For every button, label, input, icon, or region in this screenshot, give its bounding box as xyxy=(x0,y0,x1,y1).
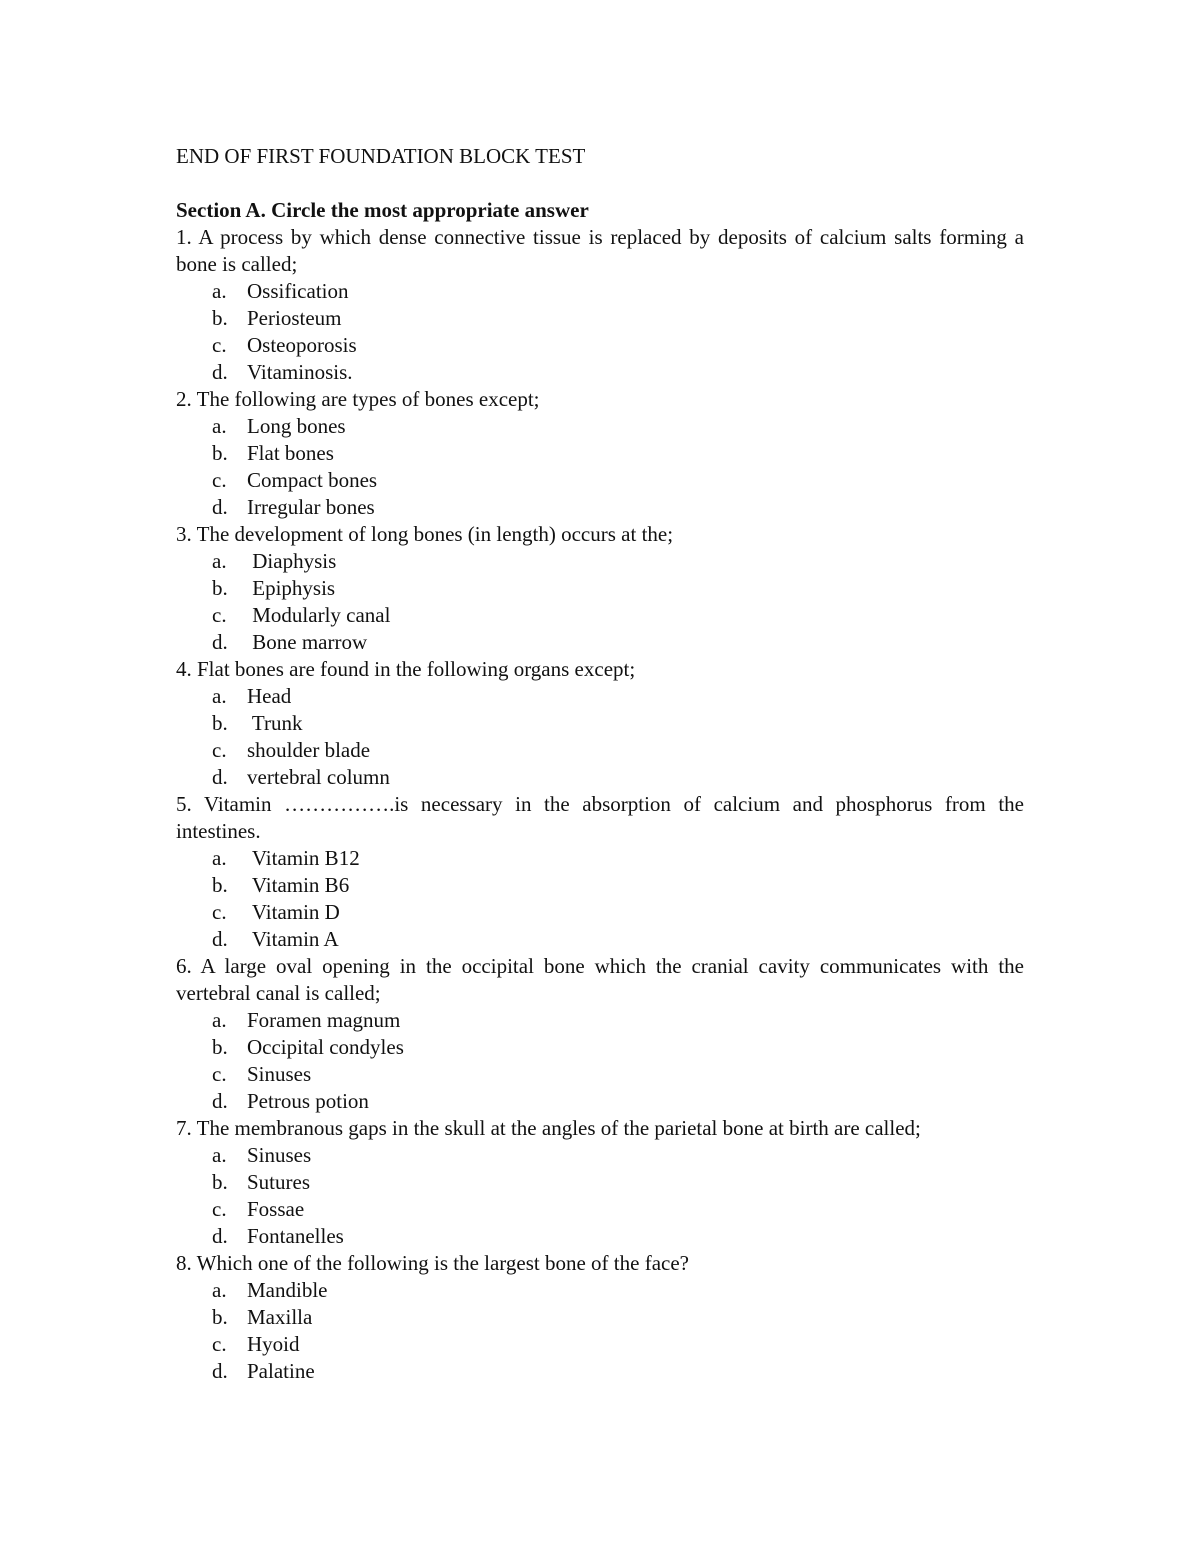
answer-option[interactable] xyxy=(176,467,1024,494)
option-letter: a. xyxy=(212,549,227,573)
question-text: 2. The following are types of bones except; xyxy=(176,387,540,411)
option-list xyxy=(176,1142,1024,1250)
option-letter: a. xyxy=(212,1008,227,1032)
answer-option[interactable] xyxy=(176,1034,1024,1061)
option-list xyxy=(176,548,1024,656)
section-heading: Section A. Circle the most appropriate answer xyxy=(176,198,589,222)
question-2 xyxy=(176,386,1024,521)
answer-option[interactable] xyxy=(176,872,1024,899)
option-letter: a. xyxy=(212,846,227,870)
answer-option[interactable] xyxy=(176,440,1024,467)
answer-option[interactable] xyxy=(176,764,1024,791)
answer-option[interactable] xyxy=(176,710,1024,737)
option-letter: a. xyxy=(212,414,227,438)
question-4 xyxy=(176,656,1024,791)
answer-option[interactable] xyxy=(176,683,1024,710)
option-text: Maxilla xyxy=(247,1305,313,1329)
question-text: 8. Which one of the following is the largest bone of the face? xyxy=(176,1251,689,1275)
option-letter: c. xyxy=(212,333,227,357)
option-letter: d. xyxy=(212,360,228,384)
question-text: 1. A process by which dense connective tissue is replaced by deposits of calcium salts forming a bone is called; xyxy=(176,225,1024,276)
option-letter: d. xyxy=(212,1359,228,1383)
question-text: 6. A large oval opening in the occipital bone which the cranial cavity communicates with the vertebral canal is called; xyxy=(176,954,1024,1005)
option-list xyxy=(176,683,1024,791)
answer-option[interactable] xyxy=(176,278,1024,305)
answer-option[interactable] xyxy=(176,845,1024,872)
answer-option[interactable] xyxy=(176,737,1024,764)
question-5 xyxy=(176,791,1024,953)
option-text: Hyoid xyxy=(247,1332,300,1356)
option-letter: c. xyxy=(212,468,227,492)
document-title: END OF FIRST FOUNDATION BLOCK TEST xyxy=(176,144,586,168)
option-text: Occipital condyles xyxy=(247,1035,404,1059)
option-text: vertebral column xyxy=(247,765,390,789)
option-text: Vitamin B12 xyxy=(247,846,360,870)
option-letter: d. xyxy=(212,630,228,654)
option-letter: b. xyxy=(212,1305,228,1329)
answer-option[interactable] xyxy=(176,494,1024,521)
option-letter: a. xyxy=(212,684,227,708)
answer-option[interactable] xyxy=(176,332,1024,359)
option-text: Mandible xyxy=(247,1278,328,1302)
question-text: 5. Vitamin …………….is necessary in the absorption of calcium and phosphorus from the intestines. xyxy=(176,792,1024,843)
option-text: Periosteum xyxy=(247,306,342,330)
answer-option[interactable] xyxy=(176,359,1024,386)
option-text: Sutures xyxy=(247,1170,310,1194)
option-letter: c. xyxy=(212,1062,227,1086)
option-letter: c. xyxy=(212,603,227,627)
option-letter: a. xyxy=(212,1278,227,1302)
option-letter: b. xyxy=(212,1035,228,1059)
option-text: Head xyxy=(247,684,292,708)
option-list xyxy=(176,413,1024,521)
option-letter: c. xyxy=(212,1332,227,1356)
answer-option[interactable] xyxy=(176,1223,1024,1250)
option-list xyxy=(176,1007,1024,1115)
option-letter: b. xyxy=(212,306,228,330)
option-letter: b. xyxy=(212,711,228,735)
option-letter: d. xyxy=(212,1224,228,1248)
option-text: Sinuses xyxy=(247,1062,312,1086)
answer-option[interactable] xyxy=(176,548,1024,575)
option-letter: b. xyxy=(212,576,228,600)
option-text: Irregular bones xyxy=(247,495,375,519)
answer-option[interactable] xyxy=(176,1196,1024,1223)
option-letter: a. xyxy=(212,1143,227,1167)
answer-option[interactable] xyxy=(176,1061,1024,1088)
question-1 xyxy=(176,224,1024,386)
option-text: Ossification xyxy=(247,279,349,303)
option-text: Vitamin D xyxy=(247,900,340,924)
option-list xyxy=(176,278,1024,386)
option-letter: b. xyxy=(212,1170,228,1194)
answer-option[interactable] xyxy=(176,1277,1024,1304)
option-text: Foramen magnum xyxy=(247,1008,401,1032)
answer-option[interactable] xyxy=(176,1007,1024,1034)
option-letter: d. xyxy=(212,927,228,951)
option-text: Vitamin A xyxy=(247,927,339,951)
option-text: Vitaminosis. xyxy=(247,360,353,384)
option-text: Fossae xyxy=(247,1197,305,1221)
option-list xyxy=(176,1277,1024,1385)
option-letter: c. xyxy=(212,1197,227,1221)
answer-option[interactable] xyxy=(176,575,1024,602)
option-text: Flat bones xyxy=(247,441,334,465)
question-list xyxy=(176,224,1024,1385)
option-text: shoulder blade xyxy=(247,738,371,762)
option-text: Sinuses xyxy=(247,1143,312,1167)
answer-option[interactable] xyxy=(176,602,1024,629)
question-3 xyxy=(176,521,1024,656)
option-letter: a. xyxy=(212,279,227,303)
option-letter: d. xyxy=(212,495,228,519)
option-list xyxy=(176,845,1024,953)
answer-option[interactable] xyxy=(176,899,1024,926)
document-page xyxy=(176,143,1024,1385)
answer-option[interactable] xyxy=(176,926,1024,953)
answer-option[interactable] xyxy=(176,1169,1024,1196)
option-letter: d. xyxy=(212,765,228,789)
answer-option[interactable] xyxy=(176,629,1024,656)
option-text: Modularly canal xyxy=(247,603,391,627)
question-text: 7. The membranous gaps in the skull at the angles of the parietal bone at birth are called; xyxy=(176,1116,921,1140)
option-text: Bone marrow xyxy=(247,630,368,654)
answer-option[interactable] xyxy=(176,1088,1024,1115)
option-text: Palatine xyxy=(247,1359,315,1383)
option-text: Vitamin B6 xyxy=(247,873,350,897)
option-letter: b. xyxy=(212,441,228,465)
option-text: Trunk xyxy=(247,711,303,735)
option-letter: d. xyxy=(212,1089,228,1113)
answer-option[interactable] xyxy=(176,1142,1024,1169)
option-text: Fontanelles xyxy=(247,1224,344,1248)
question-7 xyxy=(176,1115,1024,1250)
question-text: 4. Flat bones are found in the following organs except; xyxy=(176,657,636,681)
answer-option[interactable] xyxy=(176,305,1024,332)
blank-line xyxy=(176,170,1024,197)
option-text: Epiphysis xyxy=(247,576,336,600)
answer-option[interactable] xyxy=(176,1358,1024,1385)
answer-option[interactable] xyxy=(176,413,1024,440)
answer-option[interactable] xyxy=(176,1331,1024,1358)
option-letter: b. xyxy=(212,873,228,897)
question-8 xyxy=(176,1250,1024,1385)
question-text: 3. The development of long bones (in length) occurs at the; xyxy=(176,522,674,546)
option-letter: c. xyxy=(212,900,227,924)
answer-option[interactable] xyxy=(176,1304,1024,1331)
option-text: Osteoporosis xyxy=(247,333,357,357)
option-letter: c. xyxy=(212,738,227,762)
option-text: Compact bones xyxy=(247,468,378,492)
option-text: Long bones xyxy=(247,414,346,438)
question-6 xyxy=(176,953,1024,1115)
option-text: Petrous potion xyxy=(247,1089,369,1113)
option-text: Diaphysis xyxy=(247,549,337,573)
